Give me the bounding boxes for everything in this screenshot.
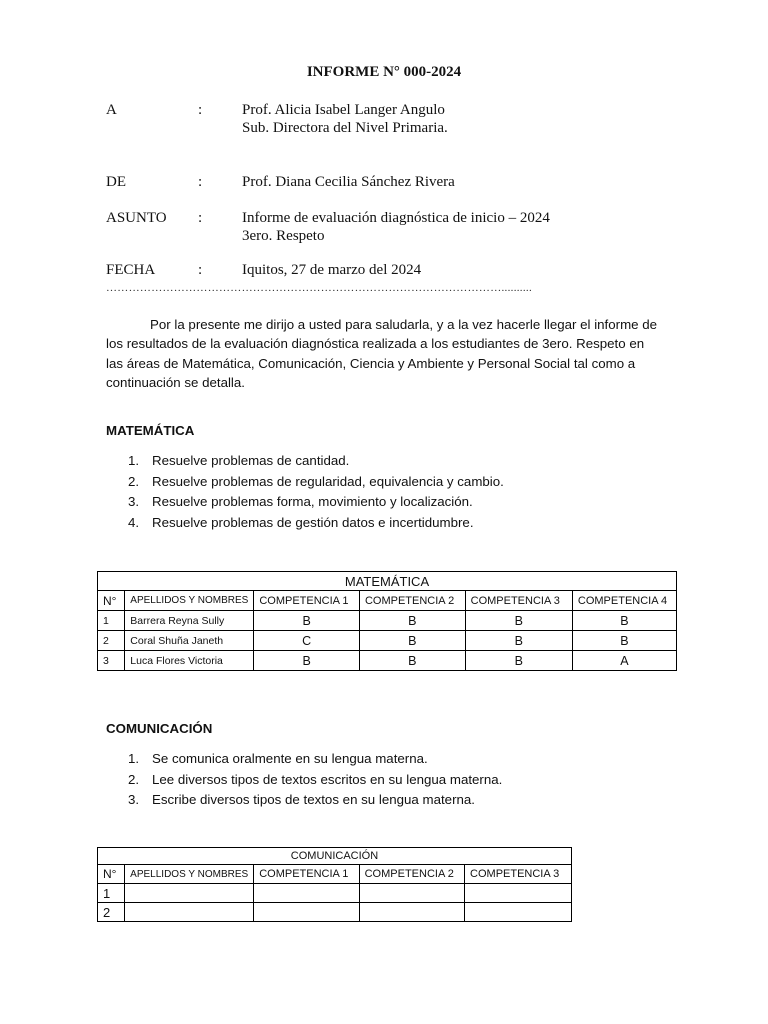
subject-label: ASUNTO [106,210,167,226]
from-label: DE [106,174,126,190]
comm-heading: COMUNICACIÓN [106,721,213,736]
date-colon: : [198,262,203,278]
to-label: A [106,102,117,118]
column-header: COMPETENCIA 3 [465,591,572,611]
from-colon: : [198,174,203,190]
subject-line-2: 3ero. Respeto [242,228,325,244]
date-value: Iquitos, 27 de marzo del 2024 [242,262,422,278]
report-title: INFORME N° 000-2024 [306,64,462,80]
table-row: 1 [98,884,572,903]
column-header: COMPETENCIA 3 [465,865,572,884]
table-row: 2 Coral Shuña Janeth C B B B [98,631,677,651]
comm-competency-list [128,749,502,811]
table-caption-row [98,848,572,865]
separator-line: …………………………………………………………………………………………….......... [106,282,532,294]
column-header: COMPETENCIA 1 [254,591,360,611]
subject-line-1: Informe de evaluación diagnóstica de inicio – 2024 [242,210,550,226]
column-header: N° [98,865,125,884]
intro-paragraph [106,315,662,392]
list-item: 1. Resuelve problemas de cantidad. [128,453,350,468]
list-item: 2. Resuelve problemas de regularidad, equivalencia y cambio. [128,473,504,489]
column-header: COMPETENCIA 2 [359,865,464,884]
list-item: 1. Se comunica oralmente en su lengua materna. [128,751,428,766]
intro-text: Por la presente me dirijo a usted para saludarla, y a la vez hacerle llegar el informe de los resultados de la evaluación diagnóstica realizada a los estudiantes de 3ero. Respeto en las áreas de Matemática, Comunicación, Ciencia y Ambiente y Personal Social tal como a continuación se detalla. [106,317,658,390]
column-header: APELLIDOS Y NOMBRES [125,591,254,611]
comm-results-table [97,847,572,922]
math-table-caption: MATEMÁTICA [98,572,677,591]
table-row: 1 Barrera Reyna Sully B B B B [98,611,677,631]
column-header: COMPETENCIA 1 [254,865,359,884]
column-header: COMPETENCIA 4 [572,591,676,611]
comm-table-caption: COMUNICACIÓN [98,848,572,865]
table-header-row [98,591,677,611]
column-header: COMPETENCIA 2 [359,591,465,611]
math-competency-list [128,451,504,533]
from-name: Prof. Diana Cecilia Sánchez Rivera [242,174,455,190]
table-row: 2 [98,903,572,922]
list-item: 3. Escribe diversos tipos de textos en su lengua materna. [128,792,475,807]
table-caption-row [98,572,677,591]
list-item: 2. Lee diversos tipos de textos escritos en su lengua materna. [128,771,503,787]
subject-colon: : [198,210,203,226]
date-label: FECHA [106,262,156,278]
table-header-row [98,865,572,884]
to-role: Sub. Directora del Nivel Primaria. [242,120,448,136]
list-item: 3. Resuelve problemas forma, movimiento y localización. [128,494,473,509]
list-item: 4. Resuelve problemas de gestión datos e incertidumbre. [128,514,474,530]
math-heading: MATEMÁTICA [106,423,195,438]
to-colon: : [198,102,203,118]
table-row: 3 Luca Flores Victoria B B B A [98,651,677,671]
column-header: N° [98,591,125,611]
math-results-table [97,571,677,671]
column-header: APELLIDOS Y NOMBRES [125,865,254,884]
to-name: Prof. Alicia Isabel Langer Angulo [242,102,445,118]
